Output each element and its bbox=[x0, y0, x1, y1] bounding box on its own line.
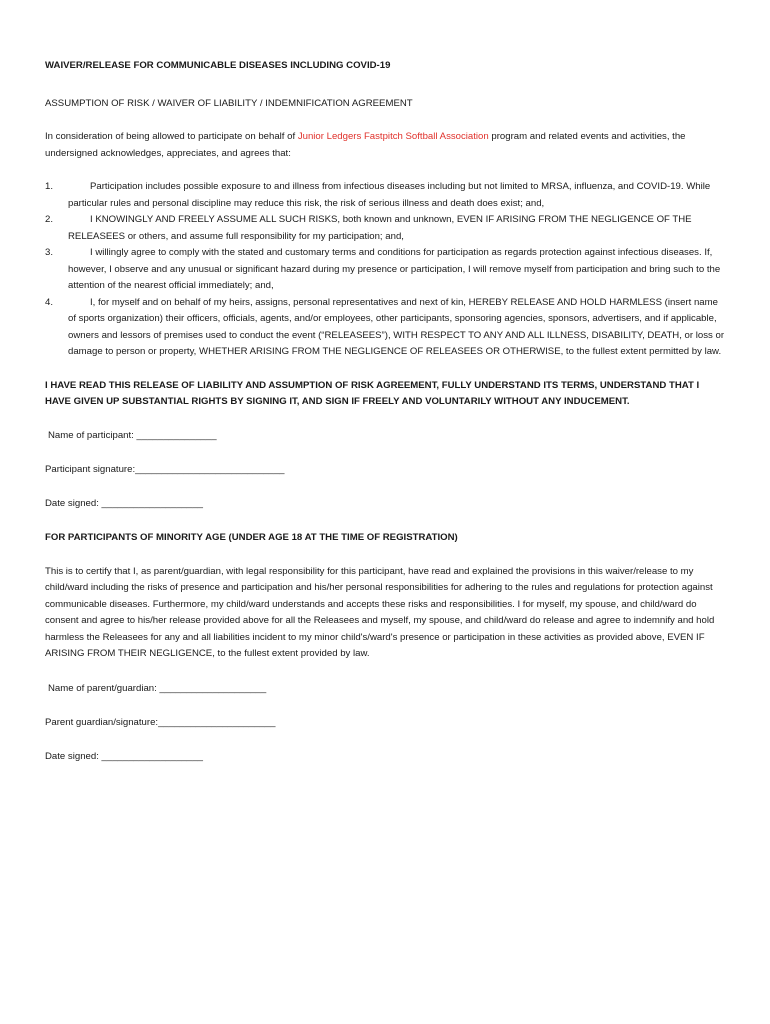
item-text: I KNOWINGLY AND FREELY ASSUME ALL SUCH RISKS, both known and unknown, EVEN IF ARISING FROM THE NEGLIGENCE OF THE RELEASEES or others, and assume full responsibility for my participation; and, bbox=[68, 214, 692, 242]
participant-date-field[interactable]: Date signed: ___________________ bbox=[45, 497, 203, 509]
organization-name: Junior Ledgers Fastpitch Softball Association bbox=[297, 131, 489, 142]
item-text: I willingly agree to comply with the stated and customary terms and conditions for participation as regards protection against infectious diseases. If, however, I observe and any unusual or significant hazard during my presence or participation, I will remove myself from participation and bring such to the attention of the nearest official immediately; and, bbox=[68, 247, 721, 291]
participant-name-field[interactable]: Name of participant: _______________ bbox=[48, 429, 217, 441]
intro-paragraph bbox=[45, 129, 725, 162]
waiver-document bbox=[45, 58, 725, 783]
item-number: 1. bbox=[45, 181, 54, 192]
acknowledgement-statement: I HAVE READ THIS RELEASE OF LIABILITY AND ASSUMPTION OF RISK AGREEMENT, FULLY UNDERSTAND ITS TERMS, UNDERSTAND THAT I HAVE GIVEN UP SUBSTANTIAL RIGHTS BY SIGNING IT, AND SIGN IF FREELY AND VOLUNTARILY WITHOUT ANY INDUCEMENT. bbox=[45, 379, 700, 407]
item-text: I, for myself and on behalf of my heirs, assigns, personal representatives and next of kin, HEREBY RELEASE AND HOLD HARMLESS (insert name of sports organization) their officers, officials, agents, and/or employees, other participants, sponsoring agencies, sponsors, advertisers, and if applicable, owners and lessors of premises used to conduct the event (“RELEASEES”), WITH RESPECT TO ANY AND ALL ILLNESS, DISABILITY, DEATH, or loss or damage to person or property, WHETHER ARISING FROM THE NEGLIGENCE OF RELEASEES OR OTHERWISE, to the fullest extent permitted by law. bbox=[68, 296, 725, 357]
document-title: WAIVER/RELEASE FOR COMMUNICABLE DISEASES INCLUDING COVID-19 bbox=[45, 60, 391, 71]
terms-list bbox=[45, 179, 725, 361]
guardian-signature-field[interactable]: Parent guardian/signature:______________________ bbox=[45, 716, 276, 728]
list-item bbox=[45, 179, 725, 212]
item-text: Participation includes possible exposure to and illness from infectious diseases including but not limited to MRSA, influenza, and COVID-19. While particular rules and personal discipline may reduce this risk, the risk of serious illness and death does exist; and, bbox=[68, 181, 711, 209]
item-number: 3. bbox=[45, 247, 54, 258]
participant-signature-field[interactable]: Participant signature:____________________________ bbox=[45, 463, 285, 475]
document-subtitle: ASSUMPTION OF RISK / WAIVER OF LIABILITY / INDEMNIFICATION AGREEMENT bbox=[45, 98, 413, 109]
list-item bbox=[45, 295, 725, 361]
item-number: 2. bbox=[45, 214, 54, 225]
list-item bbox=[45, 245, 725, 295]
guardian-name-field[interactable]: Name of parent/guardian: ____________________ bbox=[48, 682, 267, 694]
intro-text-after: program and related events and activities, the undersigned acknowledges, appreciates, and agrees that: bbox=[45, 131, 686, 159]
minor-section-heading: FOR PARTICIPANTS OF MINORITY AGE (UNDER AGE 18 AT THE TIME OF REGISTRATION) bbox=[45, 531, 458, 543]
list-item bbox=[45, 212, 725, 245]
guardian-date-field[interactable]: Date signed: ___________________ bbox=[45, 750, 203, 762]
guardian-certification: This is to certify that I, as parent/guardian, with legal responsibility for this participant, have read and explained the provisions in this waiver/release to my child/ward including the risks of presence and participation and his/her personal responsibilities for adhering to the rules and regulations for protection against communicable diseases. Furthermore, my child/ward understands and accepts these risks and responsibilities. I for myself, my spouse, and child/ward do consent and agree to his/her release provided above for all the Releasees and myself, my spouse, and child/ward do release and agree to indemnify and hold harmless the Releasees for any and all liabilities incident to my minor child's/ward's presence or participation in these activities as provided above, EVEN IF ARISING FROM THEIR NEGLIGENCE, to the fullest extent provided by law. bbox=[45, 565, 715, 659]
intro-text-before: In consideration of being allowed to participate on behalf of bbox=[45, 131, 298, 142]
item-number: 4. bbox=[45, 296, 54, 308]
